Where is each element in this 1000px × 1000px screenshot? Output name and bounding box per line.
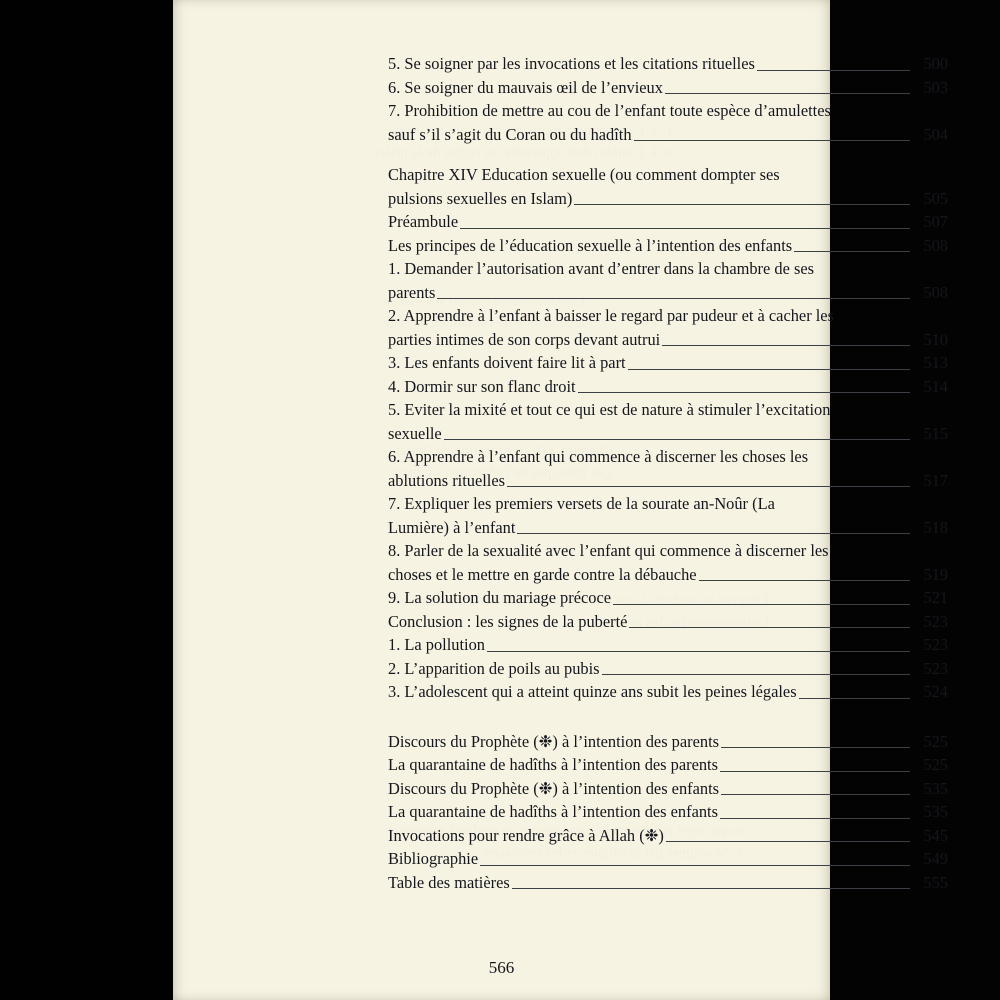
- toc-entry[interactable]: [388, 871, 948, 895]
- toc-entry-label-line1: 8. Parler de la sexualité avec l’enfant qui commence à discerner les: [388, 541, 829, 560]
- toc-page-number: 505: [923, 188, 948, 208]
- toc-leader: [629, 626, 910, 628]
- toc-entry[interactable]: [388, 539, 948, 586]
- toc-page-number: 523: [923, 658, 948, 678]
- toc-entry-label-line2: ablutions rituelles: [388, 470, 505, 490]
- toc-page-number: 510: [923, 329, 948, 349]
- toc-entry[interactable]: [388, 753, 948, 777]
- toc-entry-label: Discours du Prophète (❉) à l’intention des enfants: [388, 778, 719, 798]
- toc-page-number: 507: [923, 212, 948, 231]
- toc-page-number: 500: [923, 54, 948, 73]
- toc-entry-label-line1: 1. Demander l’autorisation avant d’entrer dans la chambre de ses: [388, 259, 814, 278]
- toc-entry[interactable]: [388, 610, 948, 634]
- toc-page-number: 504: [923, 124, 948, 144]
- toc-entry-label: Conclusion : les signes de la puberté: [388, 611, 628, 631]
- toc-entry-chapter[interactable]: [388, 163, 948, 210]
- toc-leader: [487, 650, 910, 652]
- toc-entry[interactable]: [388, 351, 948, 375]
- toc-entry-label-line2: parents: [388, 282, 436, 302]
- toc-leader: [757, 69, 910, 71]
- toc-leader: [437, 297, 910, 299]
- section-gap: [388, 146, 948, 163]
- toc-page-number: 518: [923, 517, 948, 537]
- toc-entry-label: 3. Les enfants doivent faire lit à part: [388, 353, 626, 372]
- toc-leader: [602, 673, 910, 675]
- toc-entry-label: Les principes de l’éducation sexuelle à l’intention des enfants: [388, 235, 793, 255]
- page-sheet: [173, 0, 948, 1000]
- toc-entry[interactable]: [388, 492, 948, 539]
- toc-entry-label-line1: 7. Prohibition de mettre au cou de l’enfant toute espèce d’amulettes: [388, 101, 831, 120]
- toc-entry-label-line2: Lumière) à l’enfant: [388, 517, 516, 537]
- toc-entry-label: 5. Se soigner par les invocations et les citations rituelles: [388, 54, 755, 73]
- chapter-title-line1: Chapitre XIV Education sexuelle (ou comment dompter ses: [388, 165, 780, 184]
- toc-leader: [662, 344, 910, 346]
- toc-entry[interactable]: [388, 257, 948, 304]
- folio-number: 566: [488, 958, 515, 977]
- toc-leader: [512, 887, 910, 889]
- toc-page-number: 514: [923, 376, 948, 396]
- toc-leader: [721, 793, 910, 795]
- toc-entry-label-line2: sexuelle: [388, 423, 442, 443]
- toc-leader: [665, 92, 910, 94]
- toc-page-number: 535: [923, 778, 948, 798]
- chapter-title-line2: pulsions sexuelles en Islam): [388, 188, 573, 208]
- toc-entry-label: 9. La solution du mariage précoce: [388, 588, 612, 607]
- toc-page-number: 508: [923, 235, 948, 255]
- toc-entry[interactable]: [388, 777, 948, 801]
- toc-leader: [517, 532, 910, 534]
- toc-page-number: 503: [923, 77, 948, 97]
- toc-entry[interactable]: [388, 800, 948, 824]
- toc-page-number: 523: [923, 635, 948, 654]
- toc-page-number: 515: [923, 423, 948, 443]
- toc-entry-label: Invocations pour rendre grâce à Allah (❉): [388, 825, 664, 845]
- toc-entry[interactable]: [388, 52, 948, 76]
- toc-entry[interactable]: [388, 445, 948, 492]
- table-of-contents: [388, 52, 948, 894]
- toc-entry[interactable]: [388, 680, 948, 704]
- toc-page-number: 521: [923, 588, 948, 607]
- toc-entry[interactable]: [388, 657, 948, 681]
- toc-leader: [699, 579, 910, 581]
- toc-page-number: 525: [923, 755, 948, 774]
- toc-entry[interactable]: [388, 824, 948, 848]
- toc-entry-label-line2: parties intimes de son corps devant autrui: [388, 329, 661, 349]
- toc-entry-label-line1: 2. Apprendre à l’enfant à baisser le regard par pudeur et à cacher les: [388, 306, 834, 325]
- toc-entry-label: 4. Dormir sur son flanc droit: [388, 376, 576, 396]
- toc-page-number: 524: [923, 682, 948, 701]
- toc-group: [388, 730, 948, 895]
- toc-entry-label: 1. La pollution: [388, 635, 485, 654]
- toc-entry-label-line1: 6. Apprendre à l’enfant qui commence à discerner les choses les: [388, 447, 809, 466]
- toc-entry-label: La quarantaine de hadîths à l’intention des enfants: [388, 802, 718, 821]
- toc-leader: [628, 368, 910, 370]
- toc-entry-label: 2. L’apparition de poils au pubis: [388, 658, 600, 678]
- toc-page-number: 523: [923, 611, 948, 631]
- toc-entry[interactable]: [388, 633, 948, 657]
- toc-entry[interactable]: [388, 210, 948, 234]
- toc-leader: [574, 203, 910, 205]
- toc-leader: [613, 603, 910, 605]
- toc-entry[interactable]: [388, 398, 948, 445]
- toc-entry-label: Bibliographie: [388, 849, 479, 868]
- toc-page-number: 519: [923, 564, 948, 584]
- toc-page-number: 525: [923, 731, 948, 751]
- toc-leader: [799, 697, 910, 699]
- toc-group: [388, 163, 948, 704]
- toc-entry-label-line1: 7. Expliquer les premiers versets de la sourate an-Noûr (La: [388, 494, 775, 513]
- toc-entry[interactable]: [388, 304, 948, 351]
- toc-page-number: 535: [923, 802, 948, 821]
- toc-leader: [634, 139, 910, 141]
- toc-page-number: 545: [923, 825, 948, 845]
- toc-group: [388, 52, 948, 146]
- toc-leader: [480, 864, 910, 866]
- toc-leader: [578, 391, 910, 393]
- toc-entry-label: 3. L’adolescent qui a atteint quinze ans subit les peines légales: [388, 682, 797, 701]
- toc-leader: [666, 840, 910, 842]
- toc-entry-label: Préambule: [388, 212, 459, 231]
- toc-entry-label-line2: choses et le mettre en garde contre la débauche: [388, 564, 697, 584]
- book-left-edge: [0, 0, 173, 1000]
- toc-entry[interactable]: [388, 847, 948, 871]
- toc-entry-label: Table des matières: [388, 872, 510, 892]
- toc-entry[interactable]: [388, 586, 948, 610]
- toc-entry[interactable]: [388, 234, 948, 258]
- toc-entry-label: Discours du Prophète (❉) à l’intention des parents: [388, 731, 719, 751]
- toc-entry-label: La quarantaine de hadîths à l’intention des parents: [388, 755, 718, 774]
- toc-leader: [721, 746, 910, 748]
- toc-entry[interactable]: [388, 99, 948, 146]
- toc-leader: [720, 770, 910, 772]
- toc-entry-label-line1: 5. Eviter la mixité et tout ce qui est de nature à stimuler l’excitation: [388, 400, 831, 419]
- toc-entry-label: 6. Se soigner du mauvais œil de l’envieux: [388, 77, 663, 97]
- toc-entry-label-line2: sauf s’il s’agit du Coran ou du hadîth: [388, 124, 632, 144]
- toc-leader: [507, 485, 910, 487]
- toc-leader: [794, 250, 910, 252]
- toc-page-number: 508: [923, 282, 948, 302]
- toc-leader: [460, 227, 910, 229]
- section-gap: [388, 704, 948, 730]
- toc-page-number: 513: [923, 353, 948, 372]
- toc-page-number: 549: [923, 849, 948, 868]
- toc-entry[interactable]: [388, 730, 948, 754]
- toc-entry[interactable]: [388, 375, 948, 399]
- toc-page-number: 555: [923, 872, 948, 892]
- toc-leader: [720, 817, 910, 819]
- toc-entry[interactable]: [388, 76, 948, 100]
- toc-page-number: 517: [923, 470, 948, 490]
- toc-leader: [444, 438, 910, 440]
